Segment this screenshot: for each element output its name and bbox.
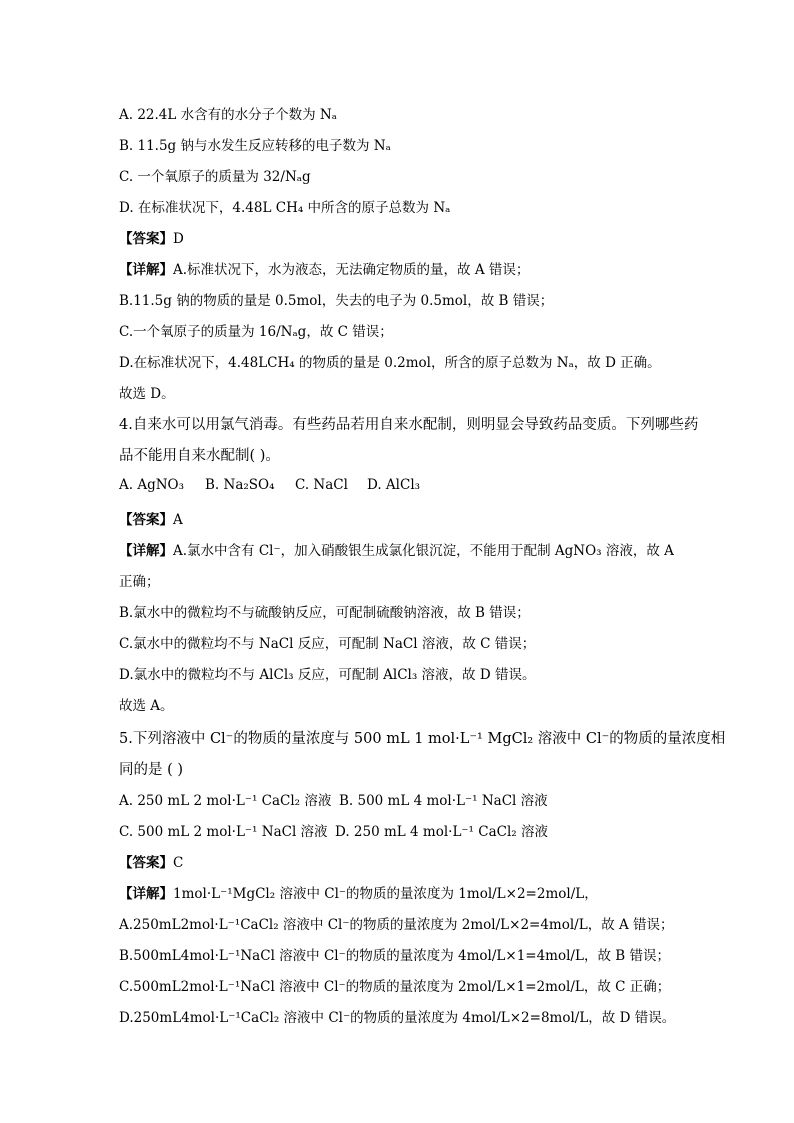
q4-explain-line: 正确； — [119, 574, 160, 590]
q3-explain-line: 故选 D。 — [119, 386, 175, 402]
q4-option-b: B. Na₂SO₄ — [205, 477, 275, 493]
q4-stem: 品不能用自来水配制( )。 — [119, 448, 280, 464]
q5-explain-line: C.500mL2mol·L⁻¹NaCl 溶液中 Cl⁻的物质的量浓度为 2mol/L×1=2mol/L，故 C 正确； — [119, 979, 671, 995]
q5-explain-line: B.500mL4mol·L⁻¹NaCl 溶液中 Cl⁻的物质的量浓度为 4mol/L×1=4mol/L，故 B 错误； — [119, 948, 670, 964]
q5-options-row — [119, 789, 548, 809]
q3-option-c: C. 一个氧原子的质量为 32/Nₐg — [119, 169, 311, 185]
q5-options-row — [119, 820, 548, 840]
q5-explain-line: D.250mL4mol·L⁻¹CaCl₂ 溶液中 Cl⁻的物质的量浓度为 4mol/L×2=8mol/L，故 D 错误。 — [119, 1010, 676, 1026]
q4-option-c: C. NaCl — [295, 477, 348, 493]
q5-option-c: C. 500 mL 2 mol·L⁻¹ NaCl 溶液 — [119, 824, 328, 840]
q4-explain-line: B.氯水中的微粒均不与硫酸钠反应，可配制硫酸钠溶液，故 B 错误； — [119, 605, 530, 621]
q5-explain-line: A.250mL2mol·L⁻¹CaCl₂ 溶液中 Cl⁻的物质的量浓度为 2mol/L×2=4mol/L，故 A 错误； — [119, 917, 674, 933]
q4-explain-line — [119, 539, 674, 559]
q5-option-a: A. 250 mL 2 mol·L⁻¹ CaCl₂ 溶液 — [119, 793, 332, 809]
q3-option-b: B. 11.5g 钠与水发生反应转移的电子数为 Nₐ — [119, 138, 391, 154]
explain-label: 【详解】 — [119, 886, 173, 902]
answer-label: 【答案】 — [119, 231, 173, 247]
answer-value: D — [173, 231, 184, 247]
q4-explain-line: 故选 A。 — [119, 698, 174, 714]
q5-answer — [119, 851, 183, 871]
explain-text: A.标准状况下，水为液态，无法确定物质的量，故 A 错误； — [173, 262, 530, 278]
explain-label: 【详解】 — [119, 543, 173, 559]
q3-explain-line: C.一个氧原子的质量为 16/Nₐg，故 C 错误； — [119, 324, 393, 340]
q5-option-d: D. 250 mL 4 mol·L⁻¹ CaCl₂ 溶液 — [335, 824, 548, 840]
q4-option-d: D. AlCl₃ — [367, 477, 421, 493]
q5-stem: 5.下列溶液中 Cl⁻的物质的量浓度与 500 mL 1 mol·L⁻¹ MgCl₂ 溶液中 Cl⁻的物质的量浓度相 — [119, 731, 726, 747]
q3-option-a: A. 22.4L 水含有的水分子个数为 Nₐ — [119, 107, 337, 123]
q4-answer — [119, 508, 183, 528]
q3-answer — [119, 227, 184, 247]
q4-option-a: A. AgNO₃ — [119, 477, 185, 493]
answer-value: C — [173, 855, 184, 871]
answer-label: 【答案】 — [119, 855, 173, 871]
q5-explain-line — [119, 882, 598, 902]
q4-explain-line: D.氯水中的微粒均不与 AlCl₃ 反应，可配制 AlCl₃ 溶液，故 D 错误。 — [119, 667, 536, 683]
q4-stem: 4.自来水可以用氯气消毒。有些药品若用自来水配制，则明显会导致药品变质。下列哪些药 — [119, 417, 699, 433]
q3-explain-line: B.11.5g 钠的物质的量是 0.5mol，失去的电子为 0.5mol，故 B 错误； — [119, 293, 554, 309]
explain-text: A.氯水中含有 Cl⁻，加入硝酸银生成氯化银沉淀，不能用于配制 AgNO₃ 溶液，故 A — [173, 543, 674, 559]
q3-explain-line — [119, 258, 529, 278]
q5-stem: 同的是 ( ) — [119, 762, 184, 778]
q3-explain-line: D.在标准状况下，4.48LCH₄ 的物质的量是 0.2mol，所含的原子总数为 Nₐ，故 D 正确。 — [119, 355, 661, 371]
explain-label: 【详解】 — [119, 262, 173, 278]
q4-explain-line: C.氯水中的微粒均不与 NaCl 反应，可配制 NaCl 溶液，故 C 错误； — [119, 636, 536, 652]
answer-label: 【答案】 — [119, 512, 173, 528]
explain-text: 1mol·L⁻¹MgCl₂ 溶液中 Cl⁻的物质的量浓度为 1mol/L×2=2mol/L， — [173, 886, 598, 902]
q4-options — [119, 477, 420, 493]
q5-option-b: B. 500 mL 4 mol·L⁻¹ NaCl 溶液 — [339, 793, 548, 809]
answer-value: A — [173, 512, 183, 528]
q3-option-d: D. 在标准状况下，4.48L CH₄ 中所含的原子总数为 Nₐ — [119, 200, 451, 216]
